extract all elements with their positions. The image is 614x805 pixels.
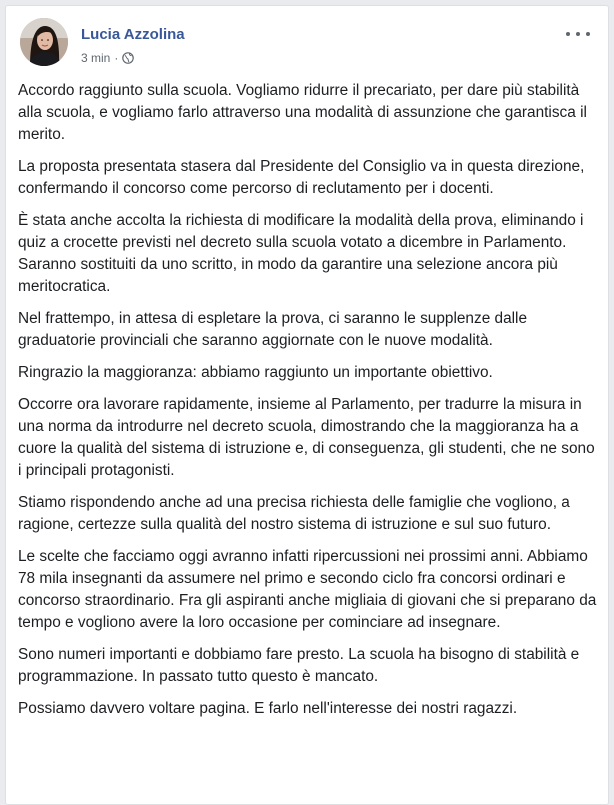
post-paragraph: Nel frattempo, in attesa di espletare la prova, ci saranno le supplenze dalle graduatorie provinciali che saranno aggiornate con le nuove modalità. <box>18 310 528 349</box>
post-paragraph: Le scelte che facciamo oggi avranno infatti ripercussioni nei prossimi anni. Abbiamo 78 mila insegnanti da assumere nel primo e secondo ciclo fra concorsi ordinari e concorso straordinario. Fra gli aspiranti anche migliaia di giovani che si preparano da tempo e vogliono avere la loro occasione per cominciare ad insegnare. <box>18 548 597 631</box>
post-paragraph: La proposta presentata stasera dal Presidente del Consiglio va in questa direzione, confermando il concorso come percorso di reclutamento per i docenti. <box>18 158 585 197</box>
author-name[interactable]: Lucia Azzolina <box>81 26 185 43</box>
avatar[interactable] <box>20 18 68 66</box>
post-body <box>18 80 600 730</box>
post-paragraph: È stata anche accolta la richiesta di modificare la modalità della prova, eliminando i quiz a crocette previsti nel decreto sulla scuola votato a dicembre in Parlamento. Saranno sostituiti da uno scritto, in modo da garantire una selezione ancora più meritocratica. <box>18 212 584 295</box>
post-paragraph: Stiamo rispondendo anche ad una precisa richiesta delle famiglie che vogliono, a ragione, certezze sulla qualità del nostro sistema di istruzione e sul suo futuro. <box>18 494 570 533</box>
post-meta <box>81 51 134 65</box>
more-dot <box>576 32 580 36</box>
more-dot <box>586 32 590 36</box>
post-paragraph: Ringrazio la maggioranza: abbiamo raggiunto un importante obiettivo. <box>18 364 493 381</box>
post-paragraph: Occorre ora lavorare rapidamente, insieme al Parlamento, per tradurre la misura in una norma da introdurre nel decreto scuola, dimostrando che la maggioranza ha a cuore la qualità del sistema di istruzione e, di conseguenza, gli studenti, che ne sono i principali protagonisti. <box>18 396 595 479</box>
post-paragraph: Possiamo davvero voltare pagina. E farlo nell'interesse dei nostri ragazzi. <box>18 700 518 717</box>
avatar-image <box>20 18 68 66</box>
post-time[interactable]: 3 min <box>81 51 111 65</box>
post-header <box>20 18 590 70</box>
more-options-icon[interactable] <box>566 26 590 42</box>
post-paragraph: Accordo raggiunto sulla scuola. Vogliamo ridurre il precariato, per dare più stabilità alla scuola, e vogliamo farlo attraverso una modalità di assunzione che garantisca il merito. <box>18 82 587 143</box>
post-paragraph: Sono numeri importanti e dobbiamo fare presto. La scuola ha bisogno di stabilità e programmazione. In passato tutto questo è mancato. <box>18 646 580 685</box>
facebook-post <box>5 5 609 805</box>
globe-icon[interactable] <box>122 52 134 64</box>
meta-separator: · <box>114 51 119 65</box>
more-dot <box>566 32 570 36</box>
